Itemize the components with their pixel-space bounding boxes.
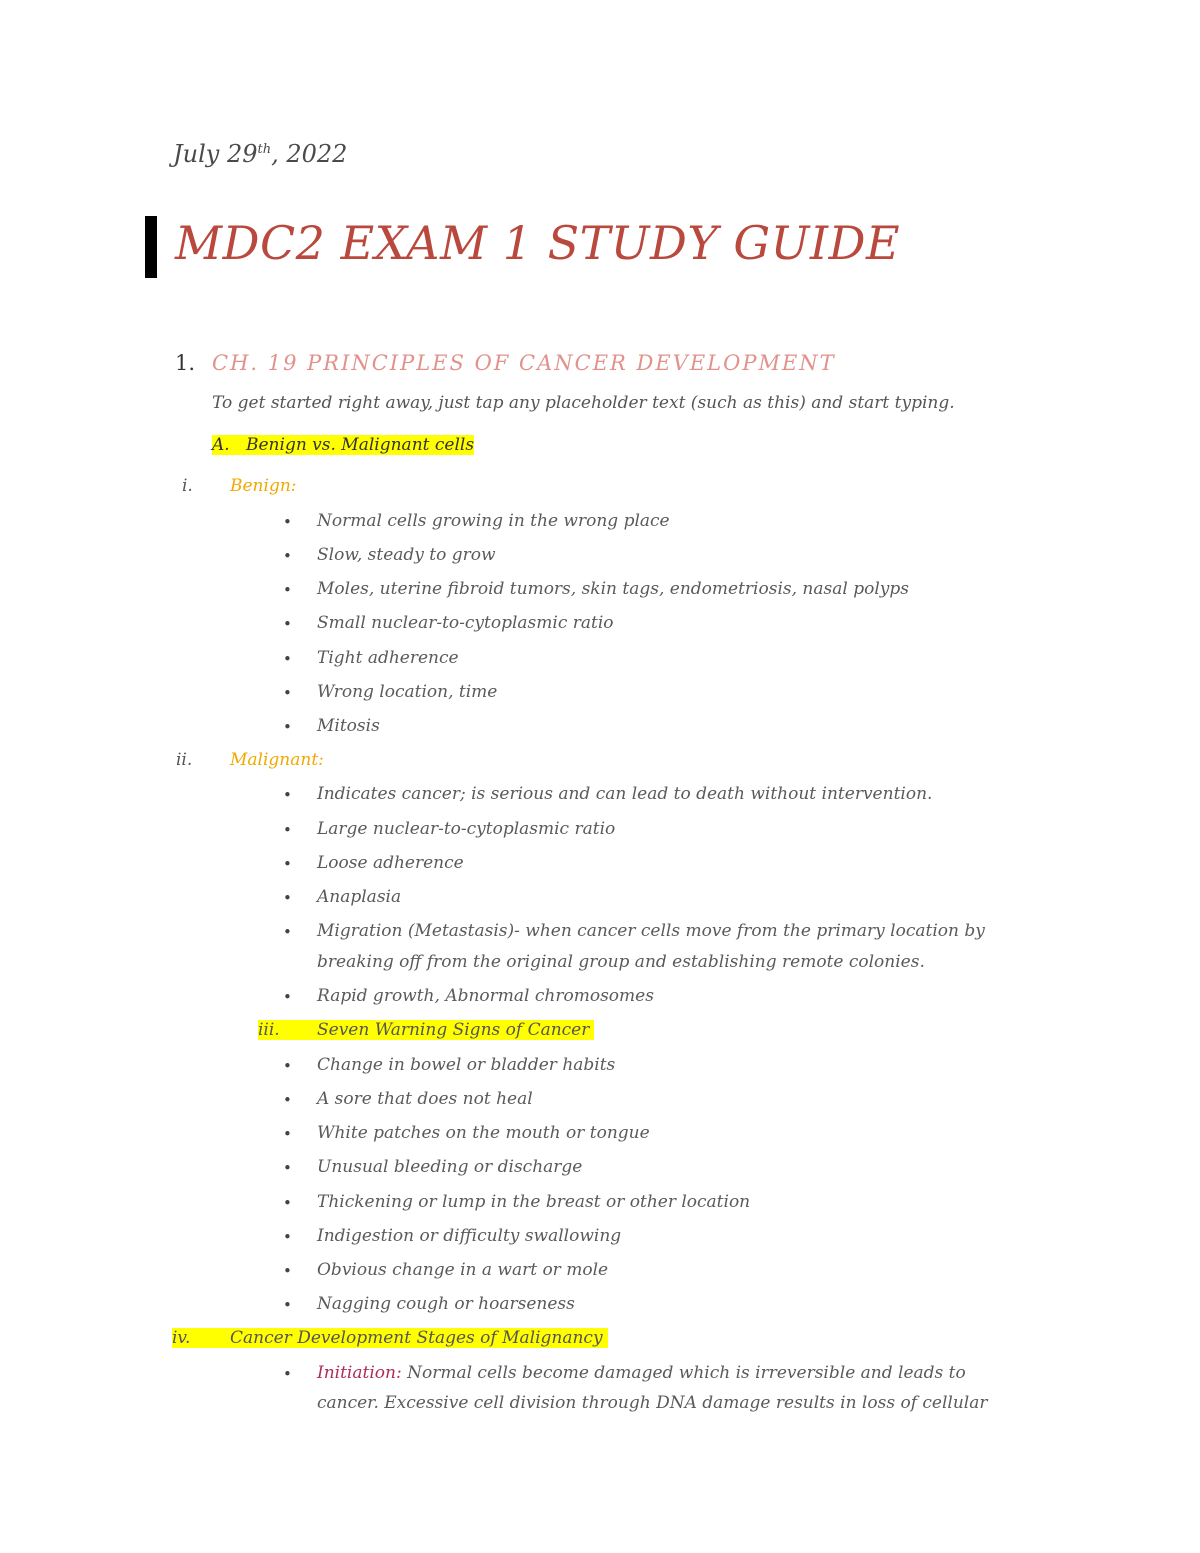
bullet-icon: • [283,1262,292,1280]
list-item: Thickening or lump in the breast or other location [317,1192,751,1212]
bullet-icon: • [283,1296,292,1314]
document-date: July 29th, 2022 [173,140,348,168]
list-item: Moles, uterine fibroid tumors, skin tags, endometriosis, nasal polyps [317,579,909,599]
list-item: Wrong location, time [317,682,498,702]
list-item-continuation: breaking off from the original group and establishing remote colonies. [317,952,925,972]
bullet-icon: • [283,855,292,873]
list-item [317,1363,966,1383]
bullet-icon: • [283,889,292,907]
malignant-heading: Malignant: [230,750,324,770]
initiation-label: Initiation: [317,1363,402,1383]
warning-signs-heading [258,1020,594,1040]
list-item-continuation: cancer. Excessive cell division through DNA damage results in loss of cellular [317,1393,988,1413]
section-number: 1. [175,351,196,375]
list-item: Normal cells growing in the wrong place [317,511,670,531]
list-item: Indigestion or difficulty swallowing [317,1226,622,1246]
stages-title: Cancer Development Stages of Malignancy [230,1328,603,1348]
bullet-icon: • [283,1125,292,1143]
bullet-icon: • [283,581,292,599]
bullet-icon: • [283,1091,292,1109]
list-item: Loose adherence [317,853,464,873]
bullet-icon: • [283,615,292,633]
bullet-icon: • [283,650,292,668]
bullet-icon: • [283,718,292,736]
list-item: Migration (Metastasis)- when cancer cells move from the primary location by [317,921,985,941]
list-item: A sore that does not heal [317,1089,533,1109]
bullet-icon: • [283,1159,292,1177]
bullet-icon: • [283,1365,292,1383]
list-item: Rapid growth, Abnormal chromosomes [317,986,654,1006]
bullet-icon: • [283,684,292,702]
list-item: Large nuclear-to-cytoplasmic ratio [317,819,616,839]
bullet-icon: • [283,1057,292,1075]
document-title: MDC2 EXAM 1 STUDY GUIDE [175,216,901,270]
list-item: Anaplasia [317,887,402,907]
section-title: CH. 19 PRINCIPLES OF CANCER DEVELOPMENT [212,351,836,375]
list-item: Tight adherence [317,648,459,668]
benign-heading: Benign: [230,476,297,496]
bullet-icon: • [283,988,292,1006]
subsection-label: A. [212,435,230,455]
stages-numeral: iv. [172,1328,191,1348]
title-accent-bar [145,216,157,278]
list-item: Slow, steady to grow [317,545,496,565]
intro-paragraph: To get started right away, just tap any placeholder text (such as this) and start typing. [212,393,955,413]
malignant-numeral: ii. [176,750,193,770]
list-item: Small nuclear-to-cytoplasmic ratio [317,613,614,633]
bullet-icon: • [283,821,292,839]
bullet-icon: • [283,923,292,941]
benign-numeral: i. [182,476,193,496]
bullet-icon: • [283,513,292,531]
list-item: Change in bowel or bladder habits [317,1055,616,1075]
list-item: Indicates cancer; is serious and can lead to death without intervention. [317,784,933,804]
subsection-title: Benign vs. Malignant cells [246,435,475,455]
list-item: Nagging cough or hoarseness [317,1294,575,1314]
bullet-icon: • [283,1228,292,1246]
list-item: White patches on the mouth or tongue [317,1123,650,1143]
warning-signs-numeral: iii. [258,1020,280,1040]
subsection-heading [212,435,474,455]
bullet-icon: • [283,547,292,565]
bullet-icon: • [283,1194,292,1212]
warning-signs-title: Seven Warning Signs of Cancer [317,1020,590,1040]
stages-heading [172,1328,608,1348]
list-item: Mitosis [317,716,380,736]
list-item: Unusual bleeding or discharge [317,1157,583,1177]
initiation-text: Normal cells become damaged which is irreversible and leads to [407,1363,966,1383]
bullet-icon: • [283,786,292,804]
list-item: Obvious change in a wart or mole [317,1260,609,1280]
